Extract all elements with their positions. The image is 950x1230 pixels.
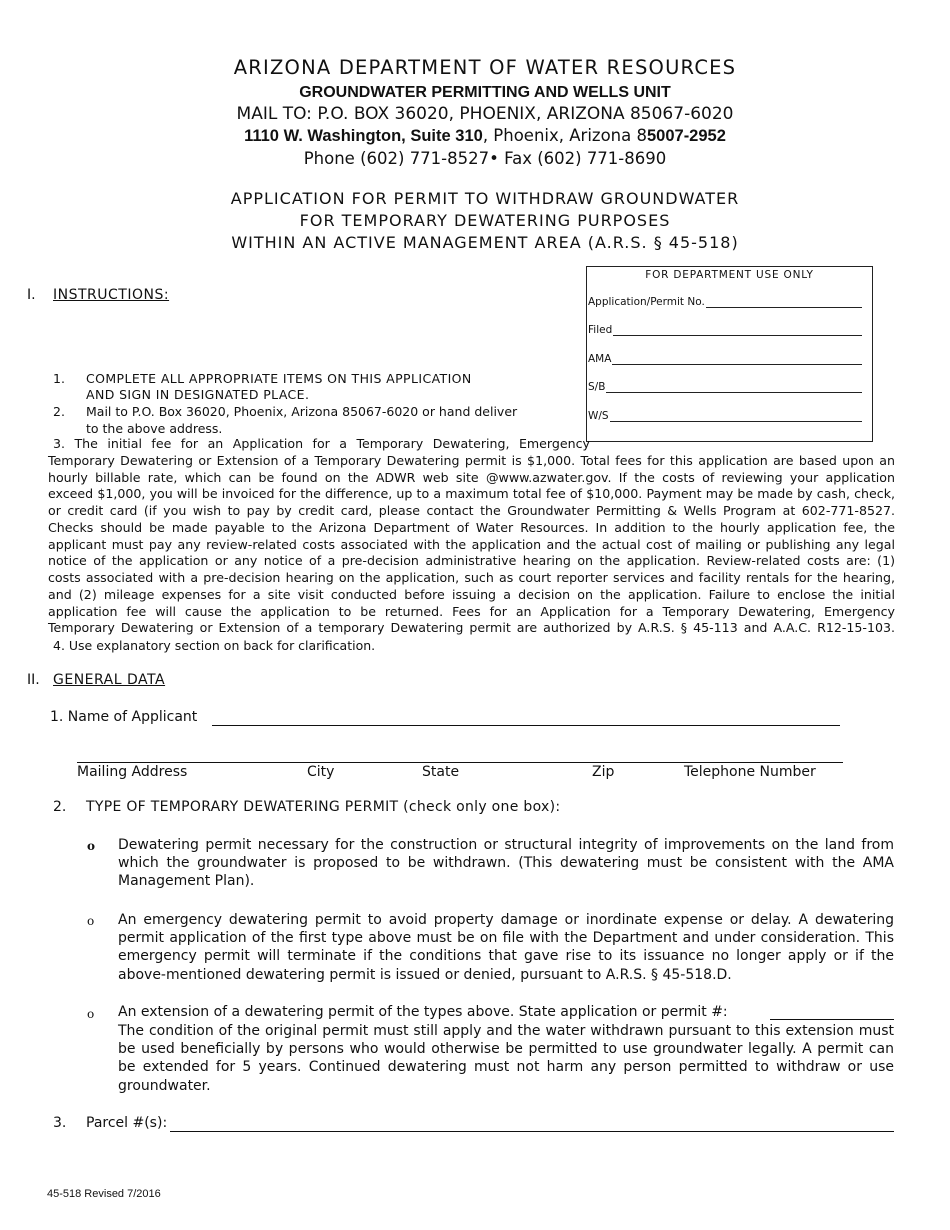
unit-name: GROUNDWATER PERMITTING AND WELLS UNIT xyxy=(299,84,671,101)
dept-ws-label: W/S xyxy=(588,410,609,422)
dept-ama-label: AMA xyxy=(588,353,612,365)
instruction-2-number: 2. xyxy=(53,404,65,419)
parcel-number-field[interactable] xyxy=(170,1131,894,1132)
instruction-2-line-1: Mail to P.O. Box 36020, Phoenix, Arizona 85067-6020 or hand deliver xyxy=(86,404,518,419)
instruction-3-line: 3. The initial fee for an Application for a Temporary Dewatering, Emergency xyxy=(53,436,590,451)
permit-type-option-3-checkbox[interactable]: o xyxy=(87,1007,95,1021)
dept-ws-field[interactable] xyxy=(610,409,862,422)
agency-name: ARIZONA DEPARTMENT OF WATER RESOURCES xyxy=(233,56,737,79)
dept-filed-field[interactable] xyxy=(613,323,862,336)
permit-type-label: TYPE OF TEMPORARY DEWATERING PERMIT (check only one box): xyxy=(86,799,561,815)
instruction-3-line: or credit card (if you wish to pay by credit card, please contact the Groundwater Permitting & Wells Program at 602-771-8527. xyxy=(48,503,895,518)
department-use-box xyxy=(586,266,873,442)
street-address-zip: 5007-2952 xyxy=(646,127,726,145)
street-address xyxy=(0,126,950,146)
dept-permit-no-row xyxy=(588,295,862,308)
telephone-label: Telephone Number xyxy=(684,764,816,780)
mailing-address-field[interactable] xyxy=(77,762,843,763)
instruction-2-line-2: to the above address. xyxy=(86,421,223,436)
instruction-3-line: application fee will cause the application to be returned. Fees for an Application for a Temporary Dewatering, Emergency xyxy=(48,603,895,619)
instruction-3-line: notice of the application or any notice of a pre-decision administrative hearing on the application. Review-related costs are: (1) xyxy=(48,553,895,569)
mailing-address-label: Mailing Address xyxy=(77,764,188,780)
permit-type-option-2-text: An emergency dewatering permit to avoid property damage or inordinate expense or delay. A dewatering permit application of the first type above must be on file with the Department and under consideration. This emergency permit will terminate if the conditions that gave rise to its issuance no longer apply or if the above-mentioned dewatering permit is issued or denied, pursuant to A.R.S. § 45-518.D. xyxy=(118,912,894,983)
applicant-name-label: 1. Name of Applicant xyxy=(50,709,198,725)
dept-filed-row xyxy=(588,323,862,336)
section-1-title: INSTRUCTIONS: xyxy=(53,287,170,303)
instruction-3-line: and (2) mileage expenses for a site visit conducted before issuing a decision on the application. Failure to enclose the initial xyxy=(48,586,895,602)
instruction-3-line: Temporary Dewatering or Extension of a temporary Dewatering permit are authorized by A.R.S. § 45-113 and A.A.C. R12-15-103. xyxy=(48,620,895,636)
form-title-line-1: APPLICATION FOR PERMIT TO WITHDRAW GROUNDWATER xyxy=(230,189,740,208)
instruction-3-paragraph xyxy=(48,436,895,637)
instruction-3-line: Checks should be made payable to the Arizona Department of Water Resources. In addition to the hourly application fee, the xyxy=(48,519,895,535)
street-address-bold: 1110 W. Washington, Suite 310 xyxy=(244,127,483,145)
dept-permit-no-label: Application/Permit No. xyxy=(588,296,705,308)
dept-ama-field[interactable] xyxy=(612,352,862,365)
instruction-1-line-1: COMPLETE ALL APPROPRIATE ITEMS ON THIS APPLICATION xyxy=(86,371,472,386)
permit-type-option-1-checkbox[interactable]: o xyxy=(87,839,96,853)
permit-type-option-3-intro: An extension of a dewatering permit of the types above. State application or permit #: xyxy=(118,1004,728,1020)
department-use-title: FOR DEPARTMENT USE ONLY xyxy=(645,269,814,281)
dept-filed-label: Filed xyxy=(588,324,613,336)
form-title-line-3: WITHIN AN ACTIVE MANAGEMENT AREA (A.R.S. § 45-518) xyxy=(231,233,739,252)
permit-type-option-1-text: Dewatering permit necessary for the construction or structural integrity of improvements on the land from which the groundwater is proposed to be withdrawn. (This dewatering must be consistent with the AMA Management Plan). xyxy=(118,837,894,890)
street-address-city: , Phoenix, Arizona 8 xyxy=(482,126,647,145)
prior-permit-number-field[interactable] xyxy=(770,1019,894,1020)
permit-type-option-2-checkbox[interactable]: o xyxy=(87,914,95,928)
permit-type-number: 2. xyxy=(53,799,67,815)
instruction-3-line: Temporary Dewatering or Extension of a Temporary Dewatering permit is $1,000. Total fees for this application are based upon an xyxy=(48,452,895,468)
permit-type-option-3-text: The condition of the original permit must still apply and the water withdrawn pursuant to this extension must be used beneficially by persons who would otherwise be permitted to use groundwater legally. A permit can be extended for 5 years. Continued dewatering must not harm any person permitted to withdraw or use groundwater. xyxy=(118,1023,894,1094)
section-2-title: GENERAL DATA xyxy=(53,672,166,688)
form-title-line-2: FOR TEMPORARY DEWATERING PURPOSES xyxy=(299,211,671,230)
city-label: City xyxy=(307,764,335,780)
zip-label: Zip xyxy=(592,764,615,780)
applicant-name-field[interactable] xyxy=(212,725,840,726)
phone-fax: Phone (602) 771-8527• Fax (602) 771-8690 xyxy=(303,149,667,168)
section-1-number: I. xyxy=(27,287,36,303)
parcel-number-number: 3. xyxy=(53,1115,67,1131)
instruction-1-number: 1. xyxy=(53,371,65,386)
dept-sb-label: S/B xyxy=(588,381,606,393)
dept-sb-field[interactable] xyxy=(606,380,862,393)
state-label: State xyxy=(422,764,460,780)
mail-to-address: MAIL TO: P.O. BOX 36020, PHOENIX, ARIZONA 85067-6020 xyxy=(236,104,734,124)
section-2-number: II. xyxy=(27,672,40,688)
dept-ama-row xyxy=(588,352,862,365)
instruction-3-line: costs associated with a pre-decision hearing on the application, such as court reporter services and facility rentals for the hearing, xyxy=(48,570,895,585)
instruction-1-line-2: AND SIGN IN DESIGNATED PLACE. xyxy=(86,387,310,402)
dept-permit-no-field[interactable] xyxy=(706,295,862,308)
parcel-number-label: Parcel #(s): xyxy=(86,1115,168,1131)
dept-ws-row xyxy=(588,409,862,422)
instruction-4: 4. Use explanatory section on back for clarification. xyxy=(53,638,376,653)
dept-sb-row xyxy=(588,380,862,393)
instruction-3-line: exceed $1,000, you will be invoiced for the difference, up to a maximum total fee of $10,000. Payment may be made by cash, check, xyxy=(48,486,895,502)
instruction-3-line: hourly billable rate, which can be found on the ADWR web site @www.azwater.gov. If the costs of reviewing your application xyxy=(48,469,895,485)
revision-label: 45-518 Revised 7/2016 xyxy=(47,1188,161,1200)
instruction-3-line: applicant must pay any review-related costs associated with the application and the actual cost of mailing or publishing any legal xyxy=(48,536,895,552)
